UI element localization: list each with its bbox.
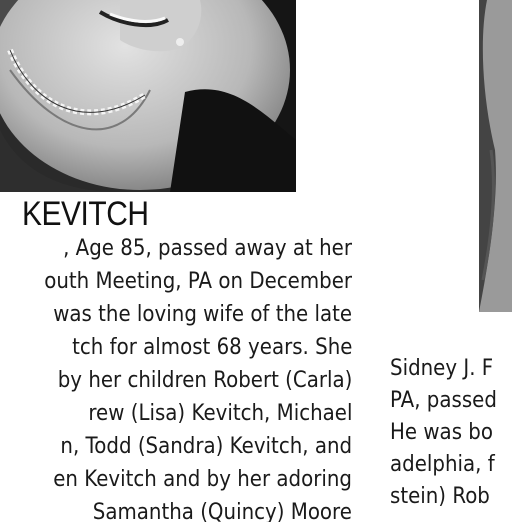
text-line: stein) Rob xyxy=(390,484,490,509)
text-line: PA, passed xyxy=(390,388,497,413)
text-line: tch for almost 68 years. She xyxy=(71,335,352,360)
text-line: n, Todd (Sandra) Kevitch, and xyxy=(60,434,352,459)
obituary-text-column-right xyxy=(390,352,512,522)
text-line: Sidney J. F xyxy=(390,356,494,381)
text-line: by her children Robert (Carla) xyxy=(57,368,352,393)
text-line: outh Meeting, PA on December xyxy=(44,269,352,294)
obituary-text-column-left xyxy=(0,232,352,522)
portrait-photo-woman xyxy=(0,0,296,192)
portrait-photo-man xyxy=(479,0,512,312)
text-line: He was bo xyxy=(390,420,493,445)
text-line: was the loving wife of the late xyxy=(53,302,352,327)
text-line: en Kevitch and by her adoring xyxy=(53,467,352,492)
text-line: adelphia, f xyxy=(390,452,495,477)
portrait-illustration-right xyxy=(479,0,512,312)
portrait-illustration xyxy=(0,0,296,192)
obituary-headline: KEVITCH xyxy=(22,195,149,233)
text-line: rew (Lisa) Kevitch, Michael xyxy=(87,401,352,426)
text-line: , Age 85, passed away at her xyxy=(63,236,352,261)
text-line: Samantha (Quincy) Moore xyxy=(92,500,352,522)
